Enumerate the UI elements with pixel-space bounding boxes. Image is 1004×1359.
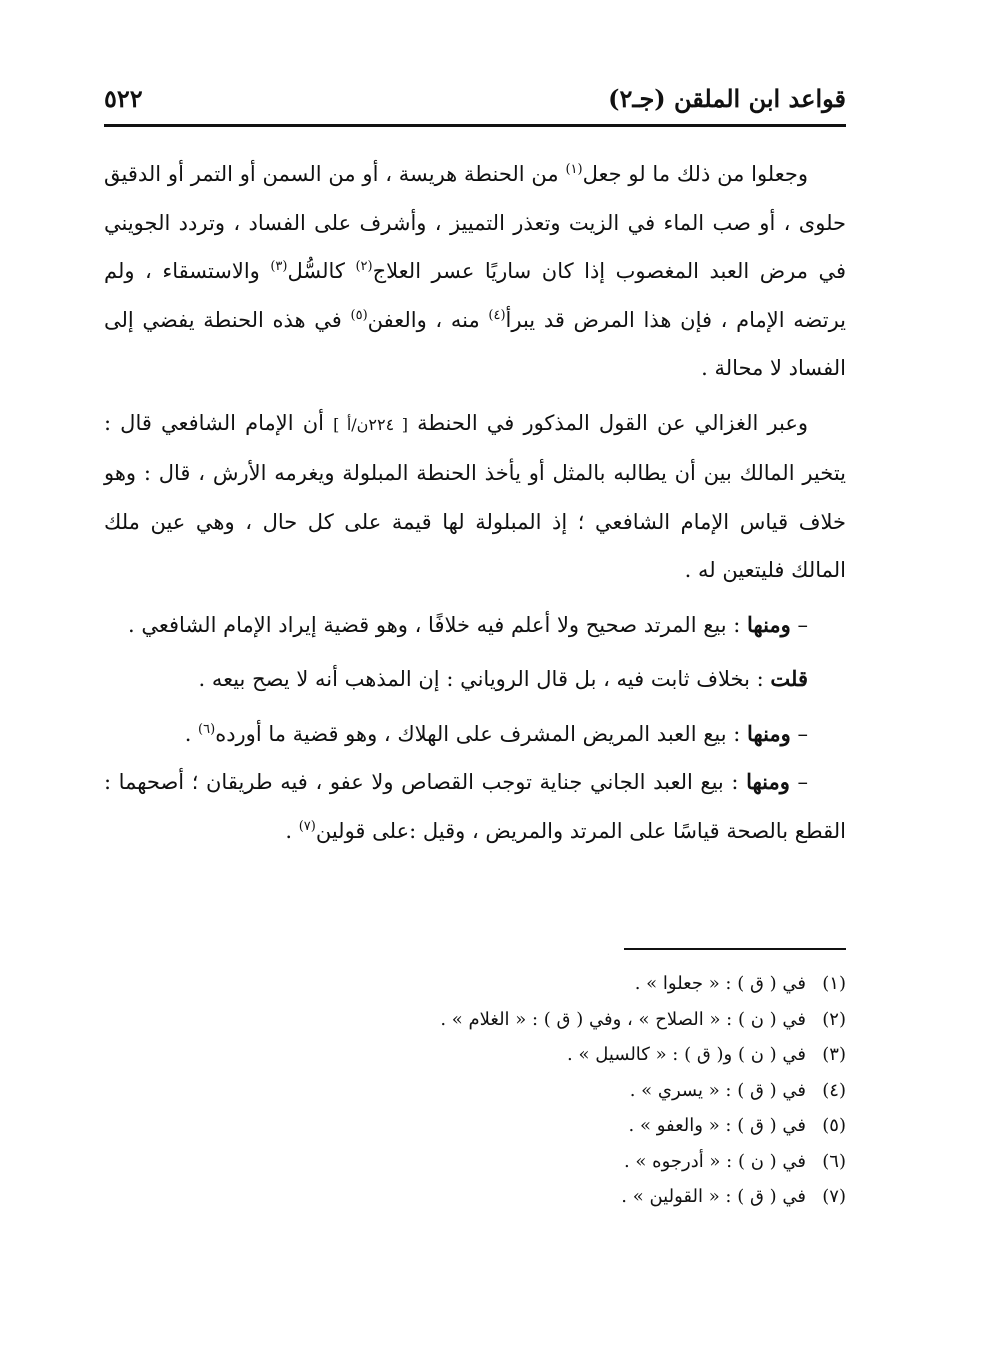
paragraph-1-text-d: والاستسقاء ، ولم يرتضه الإمام ، فإن هذا المرض قد يبرأ (104, 259, 847, 332)
footnote-ref-6: (٦) (198, 721, 216, 737)
footnote-text: في ( ق ) : « القولين » . (621, 1186, 806, 1207)
footnote-number: (٦) (822, 1150, 846, 1172)
paragraph-3-keyword: ومنها (747, 611, 791, 637)
paragraph-5-text: : بيع العبد المريض المشرف على الهلاك ، وهو قضية ما أورده (215, 721, 747, 746)
footnotes-list (104, 966, 846, 1215)
footnote-7 (104, 1179, 846, 1215)
paragraph-3-dash: – (790, 612, 808, 637)
footnote-number: (٢) (822, 1008, 846, 1030)
paragraph-5-dash: – (790, 721, 808, 746)
paragraph-1-text-b: من الحنطة هريسة ، أو من السمن أو التمر أو الدقيق حلوى ، أو صب الماء في الزيت وتعذر التمييز ، وأشرف على الفساد ، وتردد الجويني في مرض العبد المغصوب إذا كان ساريًا عسر العلاج (104, 162, 846, 283)
footnote-number: (٣) (822, 1044, 846, 1065)
footnote-text: في ( ن ) و( ق ) : « كالسيل » . (567, 1044, 806, 1065)
footnote-ref-4: (٤) (488, 307, 506, 323)
footnote-text: في ( ن ) : « أدرجوه » . (623, 1150, 806, 1172)
footnote-5 (104, 1108, 846, 1144)
paragraph-1-text-e: منه ، والعفن (367, 307, 489, 332)
paragraph-6-end: . (285, 818, 299, 843)
footnote-4 (104, 1073, 846, 1109)
footnote-text: في ( ق ) : « والعفو » . (628, 1115, 806, 1136)
paragraph-1 (104, 150, 846, 393)
footnote-number: (٥) (822, 1115, 846, 1136)
paragraph-1-text-a: وجعلوا من ذلك ما لو جعل (582, 162, 808, 186)
footnote-text: في ( ق ) : « يسري » . (629, 1079, 806, 1101)
paragraph-6-dash: – (789, 770, 808, 794)
paragraph-4 (104, 655, 846, 704)
footnote-number: (١) (822, 973, 846, 994)
folio-marker: [ ٢٢٤ن/أ ] (333, 414, 408, 434)
paragraph-3 (104, 601, 846, 650)
paragraph-1-text-c: كالسُّل (287, 259, 356, 283)
footnote-ref-7: (٧) (298, 818, 316, 834)
footnote-3 (104, 1037, 846, 1073)
paragraph-5-end: . (184, 721, 199, 746)
running-header (104, 78, 846, 122)
paragraph-4-keyword: قلت (770, 666, 808, 691)
book-page (104, 78, 847, 1207)
footnote-text: في ( ن ) : « الصلاح » ، وفي ( ق ) : « الغلام » . (440, 1008, 806, 1030)
paragraph-2-text-a: وعبر الغزالي عن القول المذكور في الحنطة (407, 410, 809, 435)
footnote-ref-3: (٣) (270, 259, 288, 274)
footnote-ref-2: (٢) (355, 259, 373, 274)
paragraph-3-text: : بيع المرتد صحيح ولا أعلم فيه خلافًا ، وهو قضية إيراد الإمام الشافعي . (128, 612, 747, 637)
footnote-ref-5: (٥) (350, 307, 368, 323)
footnote-number: (٧) (822, 1186, 846, 1207)
paragraph-5 (104, 710, 846, 759)
main-text (104, 150, 846, 861)
footnote-text: في ( ق ) : « جعلوا » . (634, 973, 806, 994)
header-rule (104, 124, 846, 127)
paragraph-6-text: : بيع العبد الجاني جناية توجب القصاص ولا عفو ، فيه طريقان ؛ أصحهما : القطع بالصحة قياسًا على المرتد والمريض ، وقيل :على قولين (104, 770, 846, 843)
paragraph-6-keyword: ومنها (746, 769, 790, 794)
paragraph-2-text-b: أن الإمام الشافعي قال : يتخير المالك بين أن يطالبه بالمثل أو يأخذ الحنطة المبلولة ويغرمه الأرش ، قال : وهو خلاف قياس الإمام الشافعي ؛ إذ المبلولة لها قيمة على كل حال ، وهي عين ملك المالك فليتعين له . (104, 410, 846, 582)
footnote-ref-1: (١) (565, 162, 583, 177)
paragraph-2 (104, 399, 846, 595)
paragraph-1-text-f: في هذه الحنطة يفضي إلى الفساد لا محالة . (104, 307, 846, 380)
footnote-6 (104, 1144, 846, 1180)
footnote-separator (624, 948, 846, 950)
footnote-2 (104, 1002, 846, 1038)
paragraph-4-text: : بخلاف ثابت فيه ، بل قال الروياني : إن المذهب أنه لا يصح بيعه . (198, 667, 771, 691)
page-number: ٥٢٢ (104, 84, 143, 113)
paragraph-6 (104, 758, 846, 855)
footnote-number: (٤) (822, 1079, 846, 1101)
footnote-1 (104, 966, 846, 1002)
header-title: قواعد ابن الملقن (جـ٢) (608, 84, 846, 113)
paragraph-5-keyword: ومنها (747, 720, 791, 746)
